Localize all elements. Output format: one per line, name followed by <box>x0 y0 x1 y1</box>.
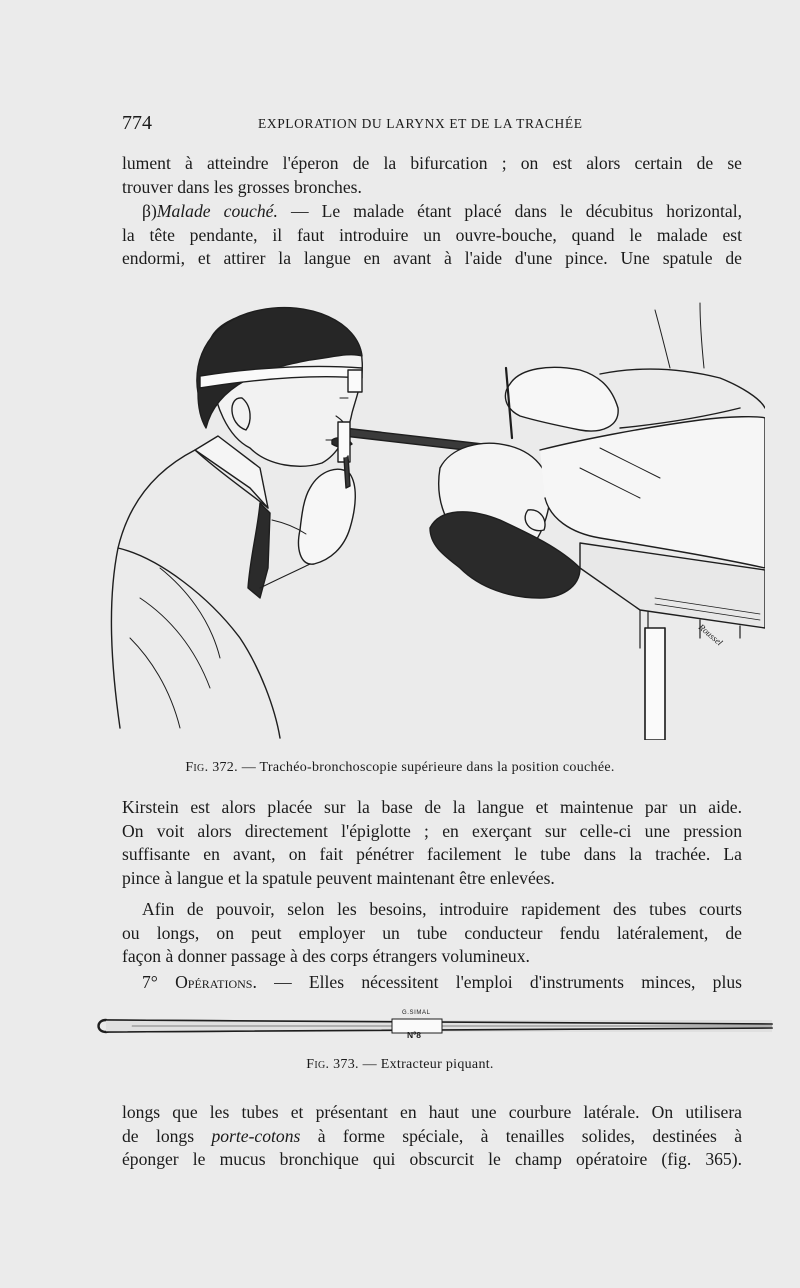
text-line: longs que les tubes et présentant en haut une courbure latérale. On utilisera <box>122 1102 742 1122</box>
figure-373-instrument <box>92 1008 782 1048</box>
text-line: Kirstein est alors placée sur la base de la langue et maintenue par un aide. <box>122 797 742 817</box>
artist-signature: Roussel <box>696 621 725 648</box>
text-line: la tête pendante, il faut introduire un ouvre-bouche, quand le malade est <box>122 224 742 245</box>
text-line: façon à donner passage à des corps étrangers volumineux. <box>122 946 530 966</box>
text-line <box>122 1125 742 1149</box>
paragraph-4 <box>122 898 742 969</box>
caption-text: — Trachéo-bronchoscopie supérieure dans la position couchée. <box>241 760 615 775</box>
paragraph-6 <box>122 1101 742 1172</box>
model-number: Nº8 <box>407 1030 421 1040</box>
maker-stamp: G.SIMAL <box>402 1010 431 1016</box>
page-number: 774 <box>122 112 152 134</box>
page-header <box>122 112 742 142</box>
patient-hair <box>430 512 580 598</box>
text-fragment: — Elles nécessitent l'emploi d'instruments minces, plus <box>256 972 742 992</box>
text-fragment: — Le malade étant placé dans le décubitus horizontal, <box>277 201 742 221</box>
section-marker: β) <box>142 201 157 221</box>
paragraph-1 <box>122 152 742 199</box>
italic-term: porte-cotons <box>211 1125 301 1146</box>
figure-372-illustration <box>100 298 765 740</box>
text-line: pince à langue et la spatule peuvent maintenant être enlevées. <box>122 867 555 888</box>
paragraph-3 <box>122 796 742 890</box>
caption-prefix: Fig. <box>306 1057 330 1072</box>
text-line: trouver dans les grosses bronches. <box>122 176 362 197</box>
figure-373-caption <box>0 1057 800 1073</box>
caption-number: 373. <box>333 1057 359 1072</box>
text-line: On voit alors directement l'épiglotte ; en exerçant sur celle-ci une pression <box>122 820 742 841</box>
paragraph-2 <box>122 200 742 271</box>
paragraph-5 <box>122 971 742 995</box>
assistant-hand <box>505 367 618 431</box>
text-line: lument à atteindre l'éperon de la bifurcation ; on est alors certain de se <box>122 153 742 173</box>
text-line: endormi, et attirer la langue en avant à l'aide d'une pince. Une spatule de <box>122 248 742 268</box>
running-title: EXPLORATION DU LARYNX ET DE LA TRACHÉE <box>258 116 583 131</box>
section-heading: Malade couché. <box>156 201 278 221</box>
patient-torso <box>540 417 765 568</box>
caption-number: 372. <box>212 760 238 775</box>
text-line: Afin de pouvoir, selon les besoins, introduire rapidement des tubes courts <box>142 899 742 919</box>
section-number: 7° <box>142 972 158 992</box>
text-line: éponger le mucus bronchique qui obscurcit le champ opératoire (fig. 365). <box>122 1149 742 1169</box>
doctor-tie <box>248 503 270 598</box>
section-heading: Opérations. <box>175 972 257 992</box>
text-fragment: à forme spéciale, à tenailles solides, destinées à <box>300 1125 743 1146</box>
text-line <box>122 971 742 995</box>
figure-372-caption <box>0 760 800 776</box>
text-fragment: de longs <box>122 1125 212 1146</box>
text-line <box>122 200 742 224</box>
caption-text: — Extracteur piquant. <box>362 1057 494 1072</box>
caption-prefix: Fig. <box>185 760 209 775</box>
text-line: ou longs, on peut employer un tube conducteur fendu latéralement, de <box>122 922 742 943</box>
text-line: suffisante en avant, on fait pénétrer facilement le tube dans la trachée. La <box>122 844 742 864</box>
